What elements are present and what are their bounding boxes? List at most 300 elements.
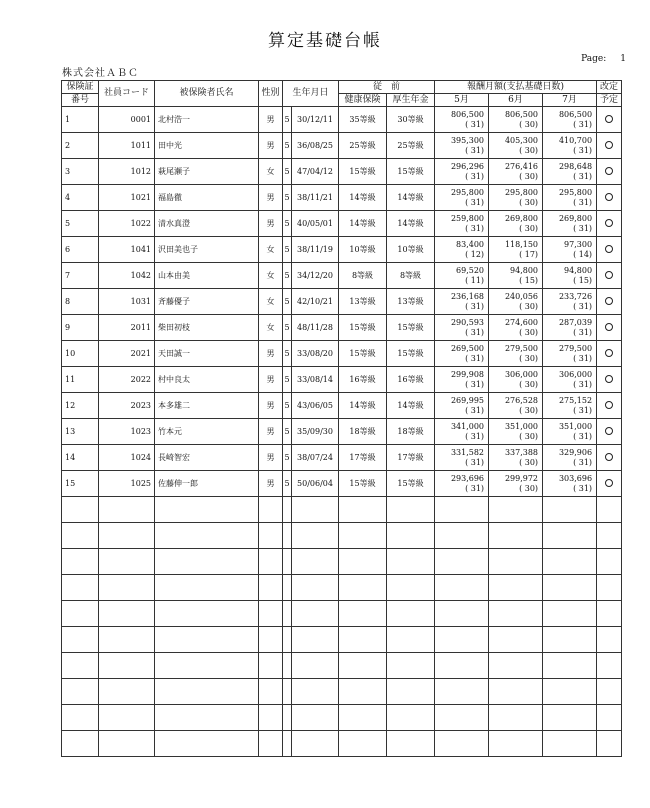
pay-amount: 279,500: [558, 343, 593, 353]
pay-amount: 410,700: [558, 135, 593, 145]
header-sex: 性別: [259, 81, 283, 107]
blank-cell: [292, 705, 339, 731]
pay-days: ( 31): [465, 197, 485, 207]
pay-days: ( 31): [465, 457, 485, 467]
blank-row: [62, 705, 622, 731]
pay-month6-cell: [489, 419, 543, 445]
pay-month5-cell: [435, 445, 489, 471]
insurance-no-cell: 7: [62, 263, 99, 289]
insurance-no-cell: 10: [62, 341, 99, 367]
blank-cell: [435, 679, 489, 705]
pay-days: ( 30): [519, 379, 539, 389]
blank-cell: [387, 679, 435, 705]
blank-cell: [283, 705, 292, 731]
revision-cell: [597, 159, 622, 185]
era-cell: 5: [283, 159, 292, 185]
birth-date-cell: 30/12/11: [292, 107, 339, 133]
blank-row: [62, 653, 622, 679]
blank-cell: [62, 523, 99, 549]
circle-icon: [605, 167, 613, 175]
pay-days: ( 15): [573, 275, 593, 285]
blank-cell: [259, 679, 283, 705]
blank-cell: [339, 653, 387, 679]
pay-month7-cell: [543, 393, 597, 419]
pay-days: ( 31): [465, 327, 485, 337]
blank-cell: [489, 601, 543, 627]
blank-cell: [387, 549, 435, 575]
blank-cell: [489, 627, 543, 653]
blank-cell: [435, 575, 489, 601]
blank-cell: [543, 627, 597, 653]
era-cell: 5: [283, 471, 292, 497]
blank-cell: [62, 679, 99, 705]
pay-month6-cell: [489, 107, 543, 133]
blank-cell: [283, 575, 292, 601]
pay-month7-cell: [543, 367, 597, 393]
circle-icon: [605, 479, 613, 487]
pay-amount: 806,500: [504, 109, 539, 119]
pay-month7-cell: [543, 471, 597, 497]
blank-cell: [99, 601, 155, 627]
table-row: [62, 185, 622, 211]
pay-month5-cell: [435, 393, 489, 419]
blank-cell: [155, 549, 259, 575]
birth-date-cell: 40/05/01: [292, 211, 339, 237]
era-cell: 5: [283, 289, 292, 315]
pay-month5-cell: [435, 341, 489, 367]
blank-cell: [339, 497, 387, 523]
table-row: [62, 159, 622, 185]
insured-name-cell: 竹本元: [155, 419, 259, 445]
blank-cell: [155, 705, 259, 731]
pay-month7-cell: [543, 445, 597, 471]
table-row: [62, 107, 622, 133]
pension-grade-cell: 15等級: [387, 159, 435, 185]
pay-days: ( 15): [519, 275, 539, 285]
era-cell: 5: [283, 341, 292, 367]
header-july: 7月: [543, 94, 597, 107]
pay-days: ( 31): [573, 457, 593, 467]
blank-cell: [387, 497, 435, 523]
insured-name-cell: 清水真澄: [155, 211, 259, 237]
pay-amount: 83,400: [456, 239, 485, 249]
insurance-no-cell: 12: [62, 393, 99, 419]
pay-month7-cell: [543, 419, 597, 445]
page-title: 算定基礎台帳: [268, 31, 382, 51]
blank-cell: [62, 601, 99, 627]
pay-days: ( 31): [573, 483, 593, 493]
blank-cell: [387, 523, 435, 549]
blank-row: [62, 627, 622, 653]
blank-cell: [283, 731, 292, 757]
blank-cell: [489, 497, 543, 523]
table-row: [62, 367, 622, 393]
blank-cell: [259, 705, 283, 731]
pay-month5-cell: [435, 263, 489, 289]
page-indicator: [581, 54, 626, 64]
header-birth: 生年月日: [283, 81, 339, 107]
blank-cell: [99, 653, 155, 679]
pay-amount: 269,500: [450, 343, 485, 353]
health-grade-cell: 18等級: [339, 419, 387, 445]
blank-cell: [283, 549, 292, 575]
pay-days: ( 31): [465, 431, 485, 441]
birth-date-cell: 35/09/30: [292, 419, 339, 445]
pay-days: ( 31): [573, 119, 593, 129]
pay-amount: 276,528: [504, 395, 539, 405]
health-grade-cell: 15等級: [339, 471, 387, 497]
pay-month5-cell: [435, 237, 489, 263]
blank-cell: [597, 575, 622, 601]
table-row: [62, 393, 622, 419]
pension-grade-cell: 14等級: [387, 211, 435, 237]
pay-amount: 240,056: [504, 291, 539, 301]
blank-cell: [339, 523, 387, 549]
blank-cell: [155, 523, 259, 549]
pay-days: ( 30): [519, 457, 539, 467]
pay-days: ( 31): [573, 223, 593, 233]
blank-cell: [387, 705, 435, 731]
pay-days: ( 31): [573, 405, 593, 415]
employee-code-cell: 1042: [99, 263, 155, 289]
pay-month7-cell: [543, 315, 597, 341]
blank-cell: [489, 731, 543, 757]
sex-cell: 女: [259, 263, 283, 289]
table-row: [62, 341, 622, 367]
pension-grade-cell: 10等級: [387, 237, 435, 263]
blank-cell: [99, 575, 155, 601]
pay-amount: 405,300: [504, 135, 539, 145]
health-grade-cell: 16等級: [339, 367, 387, 393]
sex-cell: 男: [259, 185, 283, 211]
blank-cell: [387, 601, 435, 627]
pay-days: ( 31): [465, 405, 485, 415]
blank-cell: [543, 549, 597, 575]
employee-code-cell: 1025: [99, 471, 155, 497]
pay-amount: 236,168: [450, 291, 485, 301]
header-june: 6月: [489, 94, 543, 107]
blank-cell: [292, 653, 339, 679]
blank-cell: [99, 705, 155, 731]
employee-code-cell: 1024: [99, 445, 155, 471]
pay-month5-cell: [435, 107, 489, 133]
pension-grade-cell: 16等級: [387, 367, 435, 393]
circle-icon: [605, 401, 613, 409]
pay-amount: 329,906: [558, 447, 593, 457]
blank-cell: [62, 575, 99, 601]
blank-cell: [62, 731, 99, 757]
pay-days: ( 31): [573, 431, 593, 441]
blank-row: [62, 731, 622, 757]
pay-month7-cell: [543, 341, 597, 367]
pay-days: ( 30): [519, 483, 539, 493]
pension-grade-cell: 15等級: [387, 341, 435, 367]
pay-month7-cell: [543, 237, 597, 263]
blank-cell: [99, 549, 155, 575]
sex-cell: 女: [259, 237, 283, 263]
pay-days: ( 30): [519, 405, 539, 415]
pay-amount: 94,800: [510, 265, 539, 275]
pay-amount: 69,520: [456, 265, 485, 275]
pension-grade-cell: 15等級: [387, 471, 435, 497]
pay-days: ( 31): [573, 171, 593, 181]
sex-cell: 男: [259, 445, 283, 471]
blank-cell: [292, 679, 339, 705]
pay-month7-cell: [543, 289, 597, 315]
pension-grade-cell: 18等級: [387, 419, 435, 445]
blank-cell: [339, 575, 387, 601]
pay-month7-cell: [543, 107, 597, 133]
insured-name-cell: 村中良太: [155, 367, 259, 393]
table-row: [62, 445, 622, 471]
health-grade-cell: 15等級: [339, 159, 387, 185]
birth-date-cell: 47/04/12: [292, 159, 339, 185]
employee-code-cell: 2022: [99, 367, 155, 393]
pay-days: ( 31): [465, 145, 485, 155]
pay-amount: 341,000: [450, 421, 485, 431]
pay-days: ( 31): [573, 197, 593, 207]
pay-amount: 395,300: [450, 135, 485, 145]
pension-grade-cell: 15等級: [387, 315, 435, 341]
blank-cell: [283, 497, 292, 523]
insurance-no-cell: 14: [62, 445, 99, 471]
pay-month6-cell: [489, 471, 543, 497]
page-label: Page:: [581, 54, 607, 64]
employee-code-cell: 2023: [99, 393, 155, 419]
table-row: [62, 263, 622, 289]
pay-days: ( 31): [465, 353, 485, 363]
circle-icon: [605, 193, 613, 201]
era-cell: 5: [283, 419, 292, 445]
pay-amount: 279,500: [504, 343, 539, 353]
pay-amount: 295,800: [558, 187, 593, 197]
blank-cell: [155, 627, 259, 653]
pay-month5-cell: [435, 133, 489, 159]
sex-cell: 男: [259, 419, 283, 445]
pay-amount: 233,726: [558, 291, 593, 301]
pay-month5-cell: [435, 159, 489, 185]
circle-icon: [605, 219, 613, 227]
blank-cell: [259, 549, 283, 575]
era-cell: 5: [283, 263, 292, 289]
pay-amount: 269,800: [504, 213, 539, 223]
blank-cell: [62, 653, 99, 679]
blank-cell: [99, 523, 155, 549]
blank-cell: [283, 601, 292, 627]
blank-cell: [259, 653, 283, 679]
blank-cell: [387, 653, 435, 679]
health-grade-cell: 35等級: [339, 107, 387, 133]
blank-cell: [62, 497, 99, 523]
insurance-no-cell: 1: [62, 107, 99, 133]
header-revision-2: 予定: [597, 94, 622, 107]
blank-cell: [62, 705, 99, 731]
pay-amount: 303,696: [558, 473, 593, 483]
insured-name-cell: 佐藤伸一郎: [155, 471, 259, 497]
era-cell: 5: [283, 445, 292, 471]
pay-days: ( 30): [519, 197, 539, 207]
pay-amount: 259,800: [450, 213, 485, 223]
blank-cell: [99, 497, 155, 523]
pay-amount: 295,800: [504, 187, 539, 197]
health-grade-cell: 14等級: [339, 211, 387, 237]
pay-amount: 331,582: [450, 447, 485, 457]
table-row: [62, 133, 622, 159]
pay-amount: 275,152: [558, 395, 593, 405]
blank-cell: [543, 497, 597, 523]
era-cell: 5: [283, 315, 292, 341]
pay-days: ( 14): [573, 249, 593, 259]
circle-icon: [605, 115, 613, 123]
insurance-no-cell: 8: [62, 289, 99, 315]
sex-cell: 女: [259, 315, 283, 341]
insurance-no-cell: 11: [62, 367, 99, 393]
header-emp-code: 社員コード: [99, 81, 155, 107]
blank-cell: [99, 627, 155, 653]
era-cell: 5: [283, 133, 292, 159]
blank-cell: [259, 575, 283, 601]
pay-days: ( 31): [573, 327, 593, 337]
pay-month6-cell: [489, 237, 543, 263]
company-name: 株式会社ＡＢＣ: [62, 68, 139, 79]
blank-cell: [292, 601, 339, 627]
blank-cell: [292, 575, 339, 601]
insured-name-cell: 柴田初枝: [155, 315, 259, 341]
sex-cell: 男: [259, 107, 283, 133]
pension-grade-cell: 14等級: [387, 185, 435, 211]
blank-cell: [155, 497, 259, 523]
blank-cell: [387, 575, 435, 601]
blank-cell: [339, 679, 387, 705]
blank-cell: [489, 575, 543, 601]
pay-days: ( 31): [573, 145, 593, 155]
birth-date-cell: 34/12/20: [292, 263, 339, 289]
revision-cell: [597, 341, 622, 367]
era-cell: 5: [283, 367, 292, 393]
insured-name-cell: 沢田美也子: [155, 237, 259, 263]
blank-cell: [489, 705, 543, 731]
circle-icon: [605, 349, 613, 357]
pension-grade-cell: 13等級: [387, 289, 435, 315]
pension-grade-cell: 8等級: [387, 263, 435, 289]
blank-cell: [283, 627, 292, 653]
pay-days: ( 31): [465, 483, 485, 493]
blank-cell: [62, 627, 99, 653]
header-pay: 報酬月額(支払基礎日数): [435, 81, 597, 94]
insurance-no-cell: 15: [62, 471, 99, 497]
health-grade-cell: 14等級: [339, 393, 387, 419]
blank-cell: [155, 731, 259, 757]
health-grade-cell: 14等級: [339, 185, 387, 211]
pay-amount: 806,500: [450, 109, 485, 119]
revision-cell: [597, 367, 622, 393]
pay-days: ( 30): [519, 223, 539, 233]
insurance-no-cell: 9: [62, 315, 99, 341]
insured-name-cell: 萩尾瀬子: [155, 159, 259, 185]
pension-grade-cell: 14等級: [387, 393, 435, 419]
circle-icon: [605, 297, 613, 305]
era-cell: 5: [283, 237, 292, 263]
pay-amount: 299,908: [450, 369, 485, 379]
pay-amount: 351,000: [504, 421, 539, 431]
header-may: 5月: [435, 94, 489, 107]
blank-cell: [99, 731, 155, 757]
circle-icon: [605, 271, 613, 279]
insured-name-cell: 天田誠一: [155, 341, 259, 367]
circle-icon: [605, 141, 613, 149]
blank-cell: [597, 497, 622, 523]
blank-cell: [155, 653, 259, 679]
pay-month6-cell: [489, 445, 543, 471]
pay-amount: 274,600: [504, 317, 539, 327]
pay-amount: 293,696: [450, 473, 485, 483]
blank-row: [62, 523, 622, 549]
circle-icon: [605, 427, 613, 435]
pay-month6-cell: [489, 159, 543, 185]
pay-amount: 118,150: [504, 239, 539, 249]
pay-amount: 269,800: [558, 213, 593, 223]
blank-cell: [292, 549, 339, 575]
insurance-no-cell: 4: [62, 185, 99, 211]
pay-amount: 296,296: [450, 161, 485, 171]
sex-cell: 男: [259, 341, 283, 367]
revision-cell: [597, 419, 622, 445]
pay-month5-cell: [435, 185, 489, 211]
pension-grade-cell: 30等級: [387, 107, 435, 133]
pay-days: ( 31): [573, 301, 593, 311]
revision-cell: [597, 185, 622, 211]
blank-row: [62, 497, 622, 523]
birth-date-cell: 38/11/19: [292, 237, 339, 263]
employee-code-cell: 1041: [99, 237, 155, 263]
header-health: 健康保険: [339, 94, 387, 107]
blank-cell: [259, 731, 283, 757]
blank-cell: [597, 549, 622, 575]
revision-cell: [597, 133, 622, 159]
pay-month6-cell: [489, 393, 543, 419]
sex-cell: 男: [259, 133, 283, 159]
birth-date-cell: 36/08/25: [292, 133, 339, 159]
pay-amount: 290,593: [450, 317, 485, 327]
table-row: [62, 315, 622, 341]
birth-date-cell: 48/11/28: [292, 315, 339, 341]
pay-month7-cell: [543, 263, 597, 289]
insured-name-cell: 田中光: [155, 133, 259, 159]
pay-days: ( 31): [465, 171, 485, 181]
insured-name-cell: 斉藤優子: [155, 289, 259, 315]
ledger-body: [62, 107, 622, 757]
blank-cell: [99, 679, 155, 705]
employee-code-cell: 1023: [99, 419, 155, 445]
birth-date-cell: 43/06/05: [292, 393, 339, 419]
blank-cell: [543, 523, 597, 549]
blank-cell: [597, 731, 622, 757]
blank-row: [62, 601, 622, 627]
pay-amount: 269,995: [450, 395, 485, 405]
employee-code-cell: 0001: [99, 107, 155, 133]
blank-cell: [62, 549, 99, 575]
blank-cell: [339, 705, 387, 731]
health-grade-cell: 25等級: [339, 133, 387, 159]
employee-code-cell: 1031: [99, 289, 155, 315]
pay-amount: 94,800: [564, 265, 593, 275]
blank-row: [62, 575, 622, 601]
pay-days: ( 31): [465, 119, 485, 129]
pay-month7-cell: [543, 133, 597, 159]
blank-cell: [435, 549, 489, 575]
table-row: [62, 237, 622, 263]
pay-month6-cell: [489, 341, 543, 367]
